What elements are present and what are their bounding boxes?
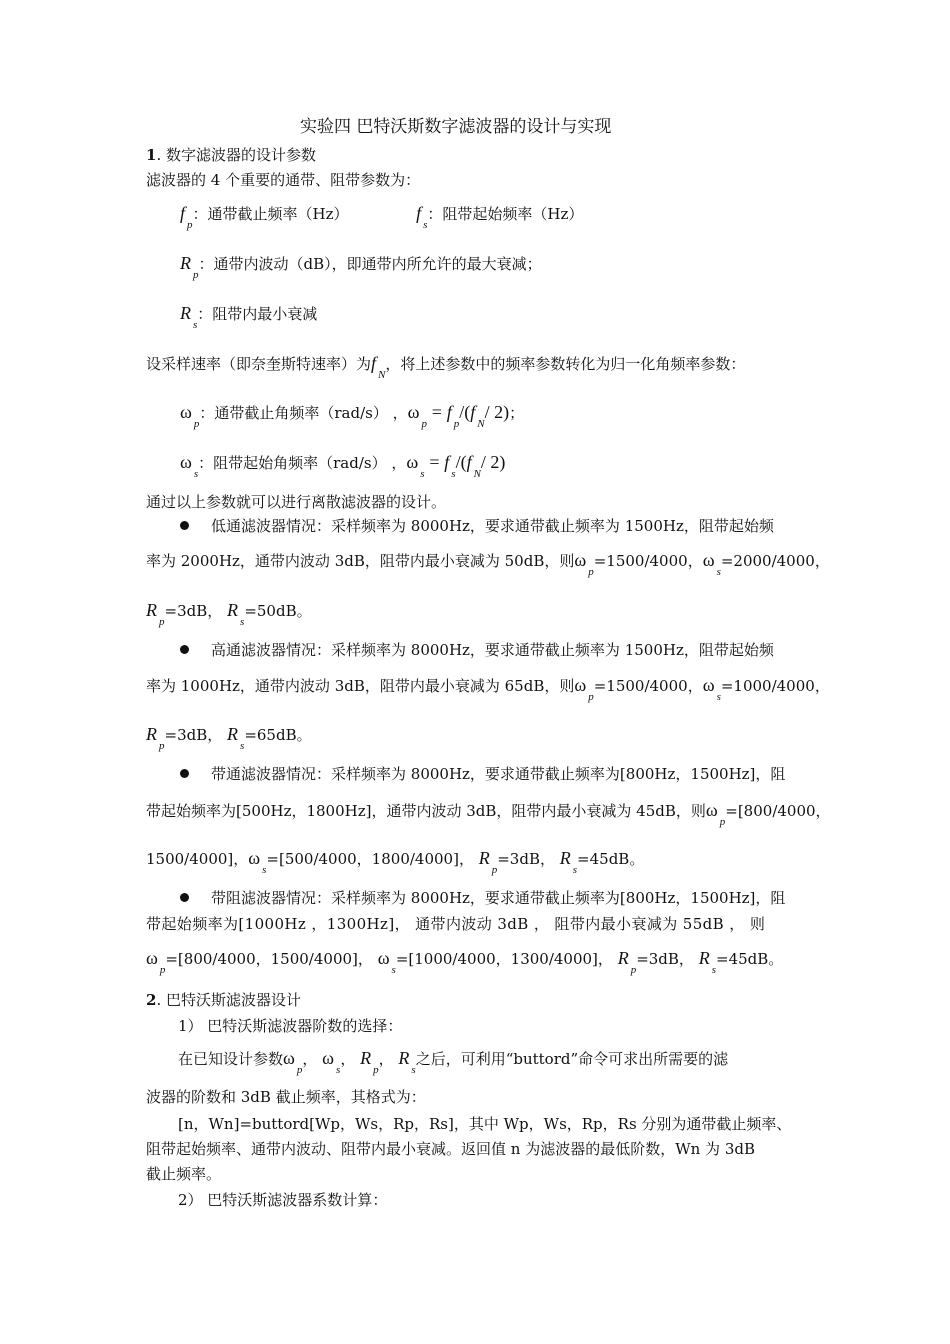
intro-text: 滤波器的 4 个重要的通带、阻带参数为：	[146, 171, 421, 189]
section-title: 巴特沃斯滤波器设计	[165, 991, 301, 1009]
bullet-icon	[180, 769, 189, 778]
lowpass-line-1: 低通滤波器情况：采样频率为 8000Hz，要求通带截止频率为 1500Hz，阻带起始频	[180, 516, 774, 536]
page-title: 实验四 巴特沃斯数字滤波器的设计与实现	[300, 117, 612, 137]
lowpass-line-3: $R_p=3dB$， $R_s=50dB$。	[146, 600, 312, 628]
bandpass-line-1: 带通滤波器情况：采样频率为 8000Hz，要求通带截止频率为[800Hz，1500Hz]，阻	[180, 764, 785, 784]
sampling-text: 设采样速率（即奈奎斯特速率）为$f_N$，将上述参数中的频率参数转化为归一化角频率参数：	[146, 353, 746, 381]
buttord-line-2: 阻带起始频率、通带内波动、阻带内最小衰减。返回值 n 为滤波器的最低阶数，Wn 为 3dB	[146, 1140, 755, 1158]
section-number: 2	[146, 991, 157, 1009]
subsection-1: 1） 巴特沃斯滤波器阶数的选择：	[178, 1017, 403, 1035]
bullet-icon	[180, 893, 189, 902]
section-1-heading: 1. 数字滤波器的设计参数	[146, 146, 316, 164]
section-number: 1	[146, 146, 157, 164]
subsection-2: 2） 巴特沃斯滤波器系数计算：	[178, 1191, 388, 1209]
section-2-heading: 2. 巴特沃斯滤波器设计	[146, 991, 301, 1009]
norm-wp: $\omega_p$：通带截止角频率（rad/s） ，$\omega_p = f_p/(f_N/$ 2)；	[180, 402, 525, 430]
bandstop-line-3: $\omega_p=[800/4000$，1500/4000]， $\omega_s=[1000/4000$，1300/4000]， $R_p=3dB$， $R_s=45dB$。	[146, 948, 784, 976]
section-title: 数字滤波器的设计参数	[165, 146, 316, 164]
param-rs: $R_s$：阻带内最小衰减	[180, 303, 318, 331]
bandstop-line-1: 带阻滤波器情况：采样频率为 8000Hz，要求通带截止频率为[800Hz，1500Hz]，阻	[180, 888, 785, 908]
buttord-line-3: 截止频率。	[146, 1165, 222, 1183]
bandpass-line-3: 1500/4000]，$\omega_s=[500/4000$，1800/4000]， $R_p=3dB$， $R_s=45dB$。	[146, 848, 645, 876]
buttord-line-1: [n，Wn]=buttord[Wp，Ws，Rp，Rs]，其中 Wp，Ws，Rp，Rs 分别为通带截止频率、	[178, 1115, 792, 1133]
lowpass-line-2: 率为 2000Hz，通带内波动 3dB，阻带内最小衰减为 50dB，则$\omega_p=1500/4000$，$\omega_s=2000/4000$，	[146, 550, 830, 578]
order-line-2: 波器的阶数和 3dB 截止频率，其格式为：	[146, 1088, 426, 1106]
bandpass-line-2: 带起始频率为[500Hz，1800Hz]，通带内波动 3dB，阻带内最小衰减为 45dB，则$\omega_p=[800/4000$，	[146, 800, 831, 828]
bandstop-line-2: 带起始频率为[1000Hz ，1300Hz]， 通带内波动 3dB ， 阻带内最小衰减为 55dB ， 则	[146, 915, 766, 933]
param-fp-fs: $f_p$：通带截止频率（Hz） $f_s$：阻带起始频率（Hz）	[180, 203, 584, 231]
bullet-icon	[180, 521, 189, 530]
highpass-line-3: $R_p=3dB$， $R_s=65dB$。	[146, 724, 312, 752]
highpass-line-2: 率为 1000Hz，通带内波动 3dB，阻带内最小衰减为 65dB，则$\omega_p=1500/4000$，$\omega_s=1000/4000$，	[146, 675, 830, 703]
highpass-line-1: 高通滤波器情况：采样频率为 8000Hz，要求通带截止频率为 1500Hz，阻带起始频	[180, 640, 774, 660]
bullet-icon	[180, 645, 189, 654]
then-text: 通过以上参数就可以进行离散滤波器的设计。	[146, 493, 447, 511]
param-rp: $R_p$：通带内波动（dB），即通带内所允许的最大衰减；	[180, 253, 542, 281]
norm-ws: $\omega_s$：阻带起始角频率（rad/s） ，$\omega_s = f_s/(f_N/$ 2)	[180, 452, 506, 480]
order-line-1: 在已知设计参数$\omega_p$， $\omega_s$， $R_p$， $R_s$之后，可利用“buttord”命令可求出所需要的滤	[178, 1048, 729, 1076]
